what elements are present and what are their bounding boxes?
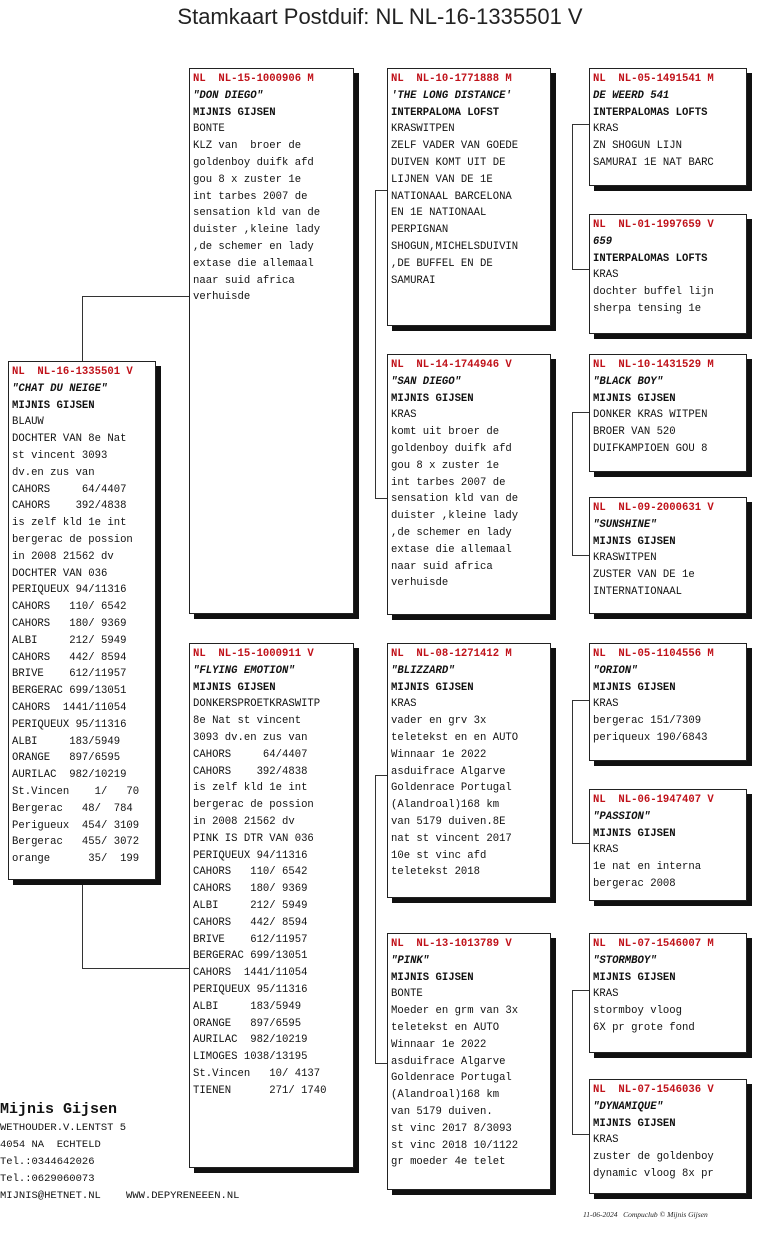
connector-line xyxy=(375,1063,387,1064)
info-line: extase die allemaal xyxy=(391,543,512,556)
info-line: teletekst en en AUTO xyxy=(391,731,519,744)
great-grandparent-card[interactable] xyxy=(589,68,747,186)
info-line: PERIQUEUX 95/11316 xyxy=(193,983,308,996)
great-grandparent-card[interactable] xyxy=(589,1079,747,1194)
info-line: sensation kld van de xyxy=(193,207,321,220)
info-line: sherpa tensing 1e xyxy=(593,302,702,315)
pigeon-name: "PASSION" xyxy=(593,810,651,823)
info-line: asduifrace Algarve xyxy=(391,765,506,778)
info-line: zuster de goldenboy xyxy=(593,1151,714,1164)
info-line: sensation kld van de xyxy=(391,493,519,506)
great-grandparent-card[interactable] xyxy=(589,789,747,901)
info-line: TIENEN 271/ 1740 xyxy=(193,1084,327,1097)
owner-name: MIJNIS GIJSEN xyxy=(12,399,95,412)
info-line: 6X pr grote fond xyxy=(593,1021,695,1034)
info-line: DOCHTER VAN 8e Nat xyxy=(12,433,127,446)
info-line: BERGERAC 699/13051 xyxy=(12,685,127,698)
ring-number: NL NL-05-1104556 M xyxy=(593,648,714,660)
info-line: komt uit broer de xyxy=(391,426,500,439)
owner-name: MIJNIS GIJSEN xyxy=(593,827,676,840)
info-line: goldenboy duifk afd xyxy=(193,156,314,169)
info-line: DUIVEN KOMT UIT DE xyxy=(391,156,506,169)
info-line: BLAUW xyxy=(12,416,44,429)
phone-2: Tel.:0629060073 xyxy=(0,1173,95,1185)
info-line: ORANGE 897/6595 xyxy=(193,1017,302,1030)
info-line: 3093 dv.en zus van xyxy=(193,731,308,744)
info-line: dv.en zus van xyxy=(12,466,95,479)
address-city: 4054 NA ECHTELD xyxy=(0,1139,101,1151)
great-grandparent-card[interactable] xyxy=(589,497,747,614)
sire-card[interactable] xyxy=(189,68,354,614)
connector-line xyxy=(375,190,387,191)
info-line: bergerac 2008 xyxy=(593,877,676,890)
info-line: bergerac de possion xyxy=(193,799,314,812)
owner-name: INTERPALOMAS LOFTS xyxy=(593,252,708,265)
info-line: CAHORS 1441/11054 xyxy=(193,967,308,980)
pigeon-name: "DON DIEGO" xyxy=(193,89,263,102)
info-line: goldenboy duifk afd xyxy=(391,442,512,455)
info-line: ALBI 212/ 5949 xyxy=(12,634,127,647)
pigeon-name: 659 xyxy=(593,235,613,248)
address-street: WETHOUDER.V.LENTST 5 xyxy=(0,1122,127,1134)
info-line: gr moeder 4e telet xyxy=(391,1156,506,1169)
ring-number: NL NL-09-2000631 V xyxy=(593,502,714,514)
info-line: int tarbes 2007 de xyxy=(193,190,308,203)
info-line: PERPIGNAN xyxy=(391,224,449,237)
info-line: vader en grv 3x xyxy=(391,715,487,728)
info-line: van 5179 duiven. xyxy=(391,1105,493,1118)
info-line: CAHORS 1441/11054 xyxy=(12,701,127,714)
info-line: st vinc 2017 8/3093 xyxy=(391,1122,512,1135)
pigeon-name: "FLYING EMOTION" xyxy=(193,664,295,677)
info-line: int tarbes 2007 de xyxy=(391,476,506,489)
info-line: PERIQUEUX 94/11316 xyxy=(12,584,127,597)
info-line: ZUSTER VAN DE 1e xyxy=(593,569,695,582)
ring-number: NL NL-01-1997659 V xyxy=(593,219,714,231)
pigeon-name: "SUNSHINE" xyxy=(593,518,657,531)
info-line: nat st vincent 2017 xyxy=(391,832,512,845)
info-line: duister ,kleine lady xyxy=(193,224,321,237)
connector-line xyxy=(82,296,83,361)
info-line: (Alandroal)168 km xyxy=(391,799,500,812)
info-line: st vincent 3093 xyxy=(12,449,108,462)
info-line: CAHORS 180/ 9369 xyxy=(12,617,127,630)
info-line: verhuisde xyxy=(391,577,449,590)
pigeon-name: "STORMBOY" xyxy=(593,954,657,967)
ring-number: NL NL-15-1000906 M xyxy=(193,73,314,85)
info-line: naar suid africa xyxy=(391,560,493,573)
info-line: BONTE xyxy=(193,123,225,136)
info-line: PINK IS DTR VAN 036 xyxy=(193,832,314,845)
info-line: is zelf kld 1e int xyxy=(12,517,127,530)
info-line: LIMOGES 1038/13195 xyxy=(193,1051,308,1064)
info-line: ORANGE 897/6595 xyxy=(12,752,121,765)
info-line: KRAS xyxy=(593,844,619,857)
connector-line xyxy=(82,880,83,968)
owner-name: MIJNIS GIJSEN xyxy=(593,681,676,694)
pigeon-name: 'THE LONG DISTANCE' xyxy=(391,89,512,102)
info-line: KRAS xyxy=(593,123,619,136)
info-line: BROER VAN 520 xyxy=(593,426,676,439)
info-line: DONKER KRAS WITPEN xyxy=(593,409,708,422)
print-credit: 11-06-2024 Compuclub © Mijnis Gijsen xyxy=(583,1210,708,1219)
info-line: St.Vincen 10/ 4137 xyxy=(193,1067,321,1080)
info-line: EN 1E NATIONAAL xyxy=(391,207,487,220)
owner-name: INTERPALOMAS LOFTS xyxy=(593,106,708,119)
info-line: PERIQUEUX 95/11316 xyxy=(12,718,127,731)
phone-1: Tel.:0344642026 xyxy=(0,1156,95,1168)
info-line: dochter buffel lijn xyxy=(593,286,714,299)
info-line: ALBI 183/5949 xyxy=(193,1000,302,1013)
owner-name: INTERPALOMA LOFST xyxy=(391,106,500,119)
connector-line xyxy=(82,296,189,297)
owner-name: MIJNIS GIJSEN xyxy=(593,535,676,548)
info-line: DONKERSPROETKRASWITP xyxy=(193,698,321,711)
breeder-contact xyxy=(0,1100,239,1205)
connector-line xyxy=(572,1134,589,1135)
ring-number: NL NL-15-1000911 V xyxy=(193,648,314,660)
info-line: (Alandroal)168 km xyxy=(391,1089,500,1102)
info-line: SAMURAI 1E NAT BARC xyxy=(593,156,714,169)
info-line: extase die allemaal xyxy=(193,257,314,270)
connector-line xyxy=(572,990,589,991)
owner-name: MIJNIS GIJSEN xyxy=(193,106,276,119)
ring-number: NL NL-07-1546007 M xyxy=(593,938,714,950)
info-line: BRIVE 612/11957 xyxy=(193,933,308,946)
info-line: van 5179 duiven.8E xyxy=(391,815,506,828)
breeder-name: Mijnis Gijsen xyxy=(0,1101,118,1118)
info-line: verhuisde xyxy=(193,291,251,304)
subject-pigeon-card[interactable] xyxy=(8,361,156,880)
info-line: KRASWITPEN xyxy=(593,552,657,565)
info-line: Perigueux 454/ 3109 xyxy=(12,819,140,832)
ring-number: NL NL-08-1271412 M xyxy=(391,648,512,660)
info-line: KRAS xyxy=(593,1134,619,1147)
info-line: bergerac de possion xyxy=(12,533,133,546)
info-line: periqueux 190/6843 xyxy=(593,731,708,744)
info-line: gou 8 x zuster 1e xyxy=(193,173,302,186)
info-line: AURILAC 982/10219 xyxy=(12,769,127,782)
info-line: KRAS xyxy=(593,988,619,1001)
info-line: CAHORS 180/ 9369 xyxy=(193,883,308,896)
info-line: CAHORS 110/ 6542 xyxy=(193,866,308,879)
info-line: ZELF VADER VAN GOEDE xyxy=(391,140,519,153)
connector-line xyxy=(82,968,189,969)
info-line: CAHORS 392/4838 xyxy=(193,765,308,778)
connector-line xyxy=(572,269,589,270)
connector-line xyxy=(572,412,589,413)
info-line: ALBI 212/ 5949 xyxy=(193,899,308,912)
info-line: asduifrace Algarve xyxy=(391,1055,506,1068)
info-line: in 2008 21562 dv xyxy=(12,550,114,563)
info-line: ZN SHOGUN LIJN xyxy=(593,140,683,153)
owner-name: MIJNIS GIJSEN xyxy=(593,971,676,984)
pigeon-name: DE WEERD 541 xyxy=(593,89,670,102)
info-line: SAMURAI xyxy=(391,274,436,287)
info-line: NATIONAAL BARCELONA xyxy=(391,190,512,203)
info-line: INTERNATIONAAL xyxy=(593,585,683,598)
owner-name: MIJNIS GIJSEN xyxy=(193,681,276,694)
info-line: is zelf kld 1e int xyxy=(193,782,308,795)
pigeon-name: "BLACK BOY" xyxy=(593,375,663,388)
ring-number: NL NL-14-1744946 V xyxy=(391,359,512,371)
pigeon-name: "CHAT DU NEIGE" xyxy=(12,382,108,395)
info-line: ,de schemer en lady xyxy=(391,526,512,539)
info-line: CAHORS 110/ 6542 xyxy=(12,601,127,614)
ring-number: NL NL-10-1771888 M xyxy=(391,73,512,85)
connector-line xyxy=(375,190,376,498)
info-line: SHOGUN,MICHELSDUIVIN xyxy=(391,240,519,253)
info-line: AURILAC 982/10219 xyxy=(193,1034,308,1047)
connector-line xyxy=(572,412,573,555)
info-line: PERIQUEUX 94/11316 xyxy=(193,849,308,862)
info-line: KRAS xyxy=(593,698,619,711)
owner-name: MIJNIS GIJSEN xyxy=(593,1117,676,1130)
info-line: 1e nat en interna xyxy=(593,861,702,874)
ring-number: NL NL-16-1335501 V xyxy=(12,366,133,378)
ring-number: NL NL-07-1546036 V xyxy=(593,1084,714,1096)
info-line: Winnaar 1e 2022 xyxy=(391,748,487,761)
ring-number: NL NL-06-1947407 V xyxy=(593,794,714,806)
grandparent-card[interactable] xyxy=(387,933,551,1190)
owner-name: MIJNIS GIJSEN xyxy=(391,681,474,694)
info-line: teletekst 2018 xyxy=(391,866,481,879)
info-line: KRASWITPEN xyxy=(391,123,455,136)
pigeon-name: "ORION" xyxy=(593,664,638,677)
info-line: DOCHTER VAN 036 xyxy=(12,567,108,580)
dam-card[interactable] xyxy=(189,643,354,1168)
info-line: stormboy vloog xyxy=(593,1005,683,1018)
great-grandparent-card[interactable] xyxy=(589,643,747,761)
info-line: 10e st vinc afd xyxy=(391,849,487,862)
connector-line xyxy=(375,498,387,499)
info-line: DUIFKAMPIOEN GOU 8 xyxy=(593,442,708,455)
grandparent-card[interactable] xyxy=(387,354,551,615)
connector-line xyxy=(375,775,387,776)
connector-line xyxy=(375,775,376,1063)
info-line: CAHORS 64/4407 xyxy=(12,483,127,496)
info-line: duister ,kleine lady xyxy=(391,510,519,523)
info-line: KLZ van broer de xyxy=(193,140,302,153)
email-website[interactable]: MIJNIS@HETNET.NL WWW.DEPYRENEEEN.NL xyxy=(0,1190,240,1202)
owner-name: MIJNIS GIJSEN xyxy=(391,392,474,405)
info-line: St.Vincen 1/ 70 xyxy=(12,785,140,798)
info-line: Moeder en grm van 3x xyxy=(391,1005,519,1018)
info-line: Goldenrace Portugal xyxy=(391,782,512,795)
info-line: ALBI 183/5949 xyxy=(12,735,121,748)
connector-line xyxy=(572,700,589,701)
info-line: teletekst en AUTO xyxy=(391,1021,500,1034)
info-line: CAHORS 392/4838 xyxy=(12,500,127,513)
info-line: CAHORS 442/ 8594 xyxy=(193,916,308,929)
info-line: ,de schemer en lady xyxy=(193,240,314,253)
info-line: ,DE BUFFEL EN DE xyxy=(391,257,493,270)
connector-line xyxy=(572,700,573,843)
info-line: bergerac 151/7309 xyxy=(593,715,702,728)
owner-name: MIJNIS GIJSEN xyxy=(593,392,676,405)
info-line: gou 8 x zuster 1e xyxy=(391,459,500,472)
grandparent-card[interactable] xyxy=(387,68,551,326)
ring-number: NL NL-05-1491541 M xyxy=(593,73,714,85)
owner-name: MIJNIS GIJSEN xyxy=(391,971,474,984)
info-line: CAHORS 64/4407 xyxy=(193,748,308,761)
pigeon-name: "SAN DIEGO" xyxy=(391,375,461,388)
great-grandparent-card[interactable] xyxy=(589,214,747,334)
pigeon-name: "DYNAMIQUE" xyxy=(593,1100,663,1113)
info-line: KRAS xyxy=(391,698,417,711)
info-line: st vinc 2018 10/1122 xyxy=(391,1139,519,1152)
pigeon-name: "PINK" xyxy=(391,954,430,967)
connector-line xyxy=(572,990,573,1134)
connector-line xyxy=(572,124,573,269)
ring-number: NL NL-13-1013789 V xyxy=(391,938,512,950)
ring-number: NL NL-10-1431529 M xyxy=(593,359,714,371)
info-line: dynamic vloog 8x pr xyxy=(593,1167,714,1180)
info-line: Winnaar 1e 2022 xyxy=(391,1038,487,1051)
info-line: CAHORS 442/ 8594 xyxy=(12,651,127,664)
page-title: Stamkaart Postduif: NL NL-16-1335501 V xyxy=(177,4,583,29)
info-line: Goldenrace Portugal xyxy=(391,1072,512,1085)
info-line: BERGERAC 699/13051 xyxy=(193,950,308,963)
connector-line xyxy=(572,555,589,556)
pigeon-name: "BLIZZARD" xyxy=(391,664,455,677)
connector-line xyxy=(572,843,589,844)
grandparent-card[interactable] xyxy=(387,643,551,898)
info-line: LIJNEN VAN DE 1E xyxy=(391,173,493,186)
info-line: in 2008 21562 dv xyxy=(193,815,295,828)
connector-line xyxy=(572,124,589,125)
info-line: Bergerac 455/ 3072 xyxy=(12,836,140,849)
info-line: naar suid africa xyxy=(193,274,295,287)
info-line: BRIVE 612/11957 xyxy=(12,668,127,681)
info-line: KRAS xyxy=(391,409,417,422)
info-line: 8e Nat st vincent xyxy=(193,715,302,728)
info-line: BONTE xyxy=(391,988,423,1001)
info-line: Bergerac 48/ 784 xyxy=(12,802,133,815)
great-grandparent-card[interactable] xyxy=(589,354,747,472)
great-grandparent-card[interactable] xyxy=(589,933,747,1053)
info-line: orange 35/ 199 xyxy=(12,853,140,866)
info-line: KRAS xyxy=(593,269,619,282)
